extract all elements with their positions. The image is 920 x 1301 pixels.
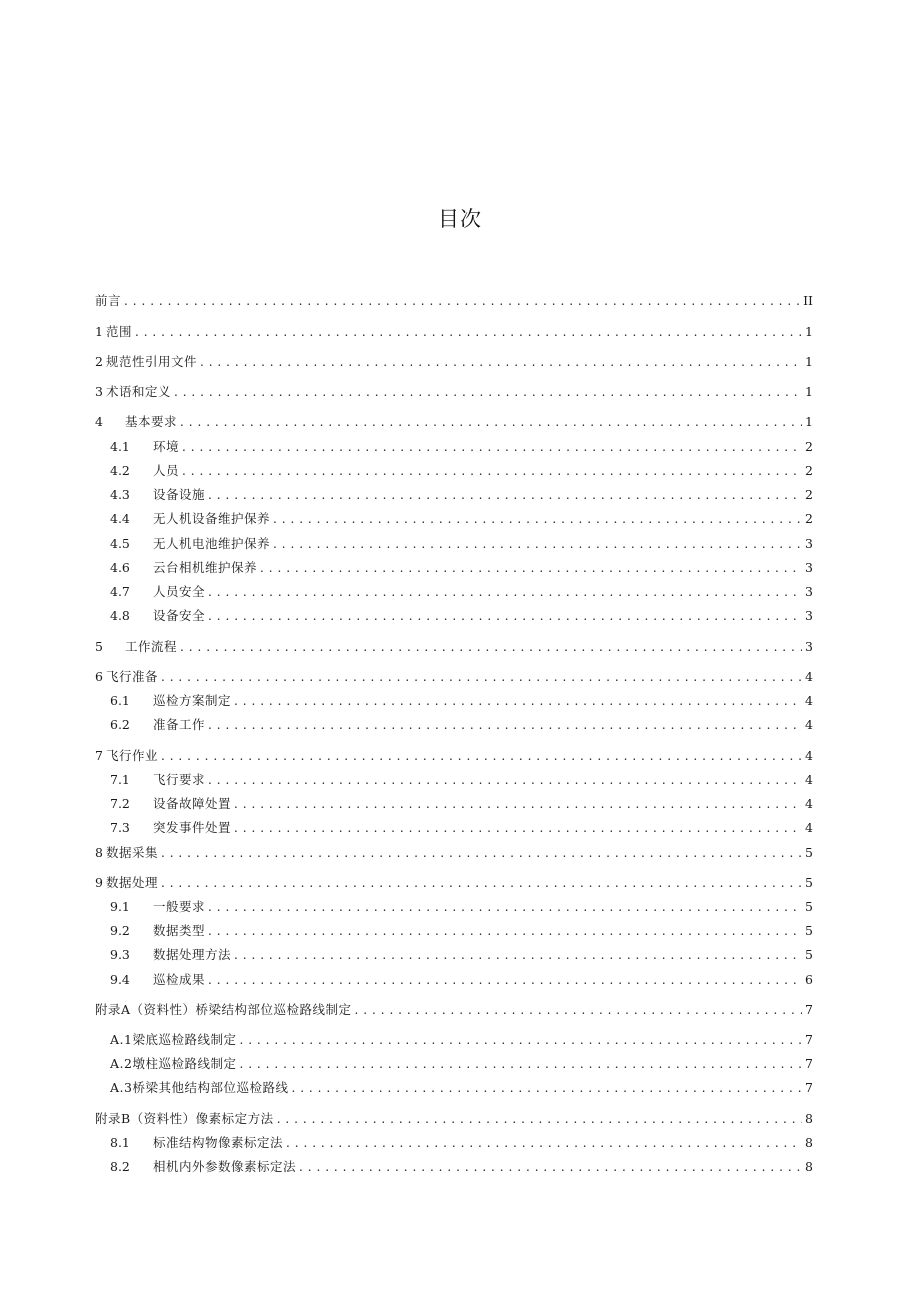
toc-entry-label: 突发事件处置 [153, 820, 232, 835]
toc-entry-page: 1 [805, 414, 813, 429]
dot-leader [239, 1055, 802, 1073]
toc-entry[interactable] [110, 559, 813, 577]
toc-entry[interactable] [110, 1134, 813, 1152]
dot-leader [161, 844, 802, 862]
toc-entry-number: 7.1 [110, 772, 130, 787]
toc-entry-page: 4 [805, 669, 813, 684]
toc-entry-page: 8 [805, 1111, 813, 1126]
toc-entry-page: 5 [805, 947, 813, 962]
dot-leader [180, 638, 802, 656]
toc-entry-label: 前言 [95, 293, 122, 308]
dot-leader [277, 1110, 802, 1128]
toc-entry-number: 4.3 [110, 487, 130, 502]
dot-leader [291, 1079, 802, 1097]
dot-leader [208, 771, 802, 789]
toc-entry[interactable] [110, 462, 813, 480]
toc-entry[interactable] [110, 795, 813, 813]
toc-entry-page: 1 [805, 324, 813, 339]
toc-entry-label: 人员 [153, 463, 180, 478]
toc-entry[interactable] [110, 1031, 813, 1049]
dot-leader [239, 1031, 802, 1049]
dot-leader [355, 1001, 802, 1019]
toc-entry-page: 1 [805, 354, 813, 369]
toc-entry-label: 无人机设备维护保养 [153, 511, 271, 526]
dot-leader [234, 795, 802, 813]
toc-entry-page: 4 [805, 820, 813, 835]
toc-entry-label: 术语和定义 [105, 384, 171, 399]
toc-entry-label: 一般要求 [153, 899, 206, 914]
toc-entry-page: 2 [805, 439, 813, 454]
toc-entry-label: 巡检成果 [153, 972, 206, 987]
dot-leader [182, 462, 802, 480]
toc-entry-page: 4 [805, 717, 813, 732]
toc-entry-number: 8.2 [110, 1159, 130, 1174]
toc-entry-page: 7 [805, 1002, 813, 1017]
toc-entry-label: 设备安全 [153, 608, 206, 623]
toc-entry-label: 附录A（资料性）桥梁结构部位巡检路线制定 [95, 1002, 352, 1017]
toc-entry[interactable] [110, 922, 813, 940]
toc-entry-page: 2 [805, 487, 813, 502]
toc-entry-label: 无人机电池维护保养 [153, 536, 271, 551]
toc-entry-number: 9.3 [110, 947, 130, 962]
dot-leader [234, 946, 802, 964]
toc-entry-label: 飞行要求 [153, 772, 206, 787]
dot-leader [208, 486, 802, 504]
toc-entry-label: 标准结构物像素标定法 [153, 1135, 284, 1150]
toc-entry-label: 相机内外参数像素标定法 [153, 1159, 297, 1174]
dot-leader [208, 716, 802, 734]
toc-entry-label: A.1梁底巡检路线制定 [110, 1032, 237, 1047]
toc-entry-label: 附录B（资料性）像素标定方法 [95, 1111, 274, 1126]
toc-entry-label: 飞行作业 [105, 748, 158, 763]
toc-entry[interactable] [110, 1079, 813, 1097]
toc-entry-label: 环境 [153, 439, 180, 454]
toc-entry-number: 4.5 [110, 536, 130, 551]
dot-leader [273, 510, 802, 528]
dot-leader [273, 535, 802, 553]
toc-entry[interactable] [95, 844, 813, 862]
toc-entry-page: 5 [805, 845, 813, 860]
toc-entry[interactable] [95, 668, 813, 686]
toc-entry-number: 9.1 [110, 899, 130, 914]
toc-entry[interactable] [95, 638, 813, 656]
toc-entry-page: II [803, 293, 813, 308]
toc-entry-page: 4 [805, 796, 813, 811]
dot-leader [208, 583, 802, 601]
toc-entry-number: 9 [95, 875, 103, 890]
toc-entry[interactable] [95, 874, 813, 892]
dot-leader [161, 668, 802, 686]
dot-leader [182, 438, 802, 456]
toc-entry[interactable] [110, 819, 813, 837]
dot-leader [208, 898, 802, 916]
toc-entry[interactable] [110, 486, 813, 504]
toc-entry[interactable] [95, 747, 813, 765]
toc-entry-number: 7.2 [110, 796, 130, 811]
toc-entry-label: 人员安全 [153, 584, 206, 599]
toc-entry-number: 4.7 [110, 584, 130, 599]
dot-leader [286, 1134, 802, 1152]
toc-entry[interactable] [95, 1110, 813, 1128]
toc-entry-number: 6 [95, 669, 103, 684]
toc-entry-label: A.3桥梁其他结构部位巡检路线 [110, 1080, 289, 1095]
toc-entry-label: 巡检方案制定 [153, 693, 232, 708]
dot-leader [200, 353, 802, 371]
toc-entry-label: 范围 [105, 324, 132, 339]
toc-entry-label: 飞行准备 [105, 669, 158, 684]
toc-entry-number: 2 [95, 354, 103, 369]
toc-entry-page: 3 [805, 536, 813, 551]
toc-entry-number: 7.3 [110, 820, 130, 835]
toc-entry[interactable] [95, 1001, 813, 1019]
toc-entry-number: 7 [95, 748, 103, 763]
toc-entry[interactable] [95, 292, 813, 310]
toc-entry-number: 4.4 [110, 511, 130, 526]
toc-entry[interactable] [110, 510, 813, 528]
toc-entry[interactable] [110, 971, 813, 989]
dot-leader [124, 292, 800, 310]
dot-leader [174, 383, 802, 401]
toc-entry-label: 设备设施 [153, 487, 206, 502]
toc-entry-page: 5 [805, 923, 813, 938]
toc-entry[interactable] [110, 438, 813, 456]
toc-entry-page: 8 [805, 1159, 813, 1174]
dot-leader [161, 747, 802, 765]
toc-entry-page: 3 [805, 560, 813, 575]
toc-entry[interactable] [95, 413, 813, 431]
toc-entry-number: 6.1 [110, 693, 130, 708]
dot-leader [180, 413, 802, 431]
toc-entry-label: 数据处理 [105, 875, 158, 890]
toc-entry-number: 8.1 [110, 1135, 130, 1150]
toc-entry-number: 1 [95, 324, 103, 339]
dot-leader [234, 819, 802, 837]
toc-entry-page: 4 [805, 748, 813, 763]
toc-entry-page: 7 [805, 1032, 813, 1047]
toc-entry-page: 7 [805, 1080, 813, 1095]
toc-entry-label: 工作流程 [125, 639, 178, 654]
toc-entry[interactable] [110, 716, 813, 734]
toc-entry-number: 5 [95, 639, 103, 654]
toc-entry-label: 准备工作 [153, 717, 206, 732]
toc-entry-label: 云台相机维护保养 [153, 560, 258, 575]
toc-entry-label: 基本要求 [125, 414, 178, 429]
toc-entry-number: 4.2 [110, 463, 130, 478]
toc-entry-page: 3 [805, 584, 813, 599]
dot-leader [208, 971, 802, 989]
dot-leader [135, 323, 802, 341]
dot-leader [161, 874, 802, 892]
toc-entry[interactable] [110, 535, 813, 553]
toc-entry-page: 8 [805, 1135, 813, 1150]
toc-entry-page: 3 [805, 608, 813, 623]
toc-entry[interactable] [95, 353, 813, 371]
toc-entry-number: 9.2 [110, 923, 130, 938]
toc-entry-page: 4 [805, 772, 813, 787]
toc-entry-label: 数据采集 [105, 845, 158, 860]
toc-entry-number: 4 [95, 414, 103, 429]
toc-entry-page: 1 [805, 384, 813, 399]
toc-entry[interactable] [110, 1158, 813, 1176]
toc-entry-label: 规范性引用文件 [105, 354, 197, 369]
toc-entry-number: 9.4 [110, 972, 130, 987]
toc-entry-page: 2 [805, 463, 813, 478]
toc-entry-page: 4 [805, 693, 813, 708]
toc-entry-number: 4.6 [110, 560, 130, 575]
toc-entry[interactable] [110, 1055, 813, 1073]
toc-entry[interactable] [110, 692, 813, 710]
toc-entry-label: 数据处理方法 [153, 947, 232, 962]
toc-entry-page: 5 [805, 875, 813, 890]
toc-entry[interactable] [95, 383, 813, 401]
toc-entry-number: 4.1 [110, 439, 130, 454]
dot-leader [208, 607, 802, 625]
toc-entry-number: 3 [95, 384, 103, 399]
toc-entry-number: 6.2 [110, 717, 130, 732]
page-title: 目次 [438, 207, 482, 231]
toc-entry-label: 设备故障处置 [153, 796, 232, 811]
toc-entry[interactable] [110, 771, 813, 789]
toc-entry-page: 3 [805, 639, 813, 654]
dot-leader [299, 1158, 802, 1176]
toc-entry[interactable] [110, 946, 813, 964]
toc-entry-page: 6 [805, 972, 813, 987]
toc-entry-number: 4.8 [110, 608, 130, 623]
toc-entry-page: 7 [805, 1056, 813, 1071]
toc-entry[interactable] [110, 898, 813, 916]
dot-leader [208, 922, 802, 940]
dot-leader [234, 692, 802, 710]
toc-entry-number: 8 [95, 845, 103, 860]
toc-entry-label: A.2墩柱巡检路线制定 [110, 1056, 237, 1071]
toc-entry-page: 2 [805, 511, 813, 526]
toc-entry[interactable] [95, 323, 813, 341]
toc-entry-label: 数据类型 [153, 923, 206, 938]
toc-entry[interactable] [110, 607, 813, 625]
dot-leader [260, 559, 802, 577]
toc-entry[interactable] [110, 583, 813, 601]
toc-entry-page: 5 [805, 899, 813, 914]
